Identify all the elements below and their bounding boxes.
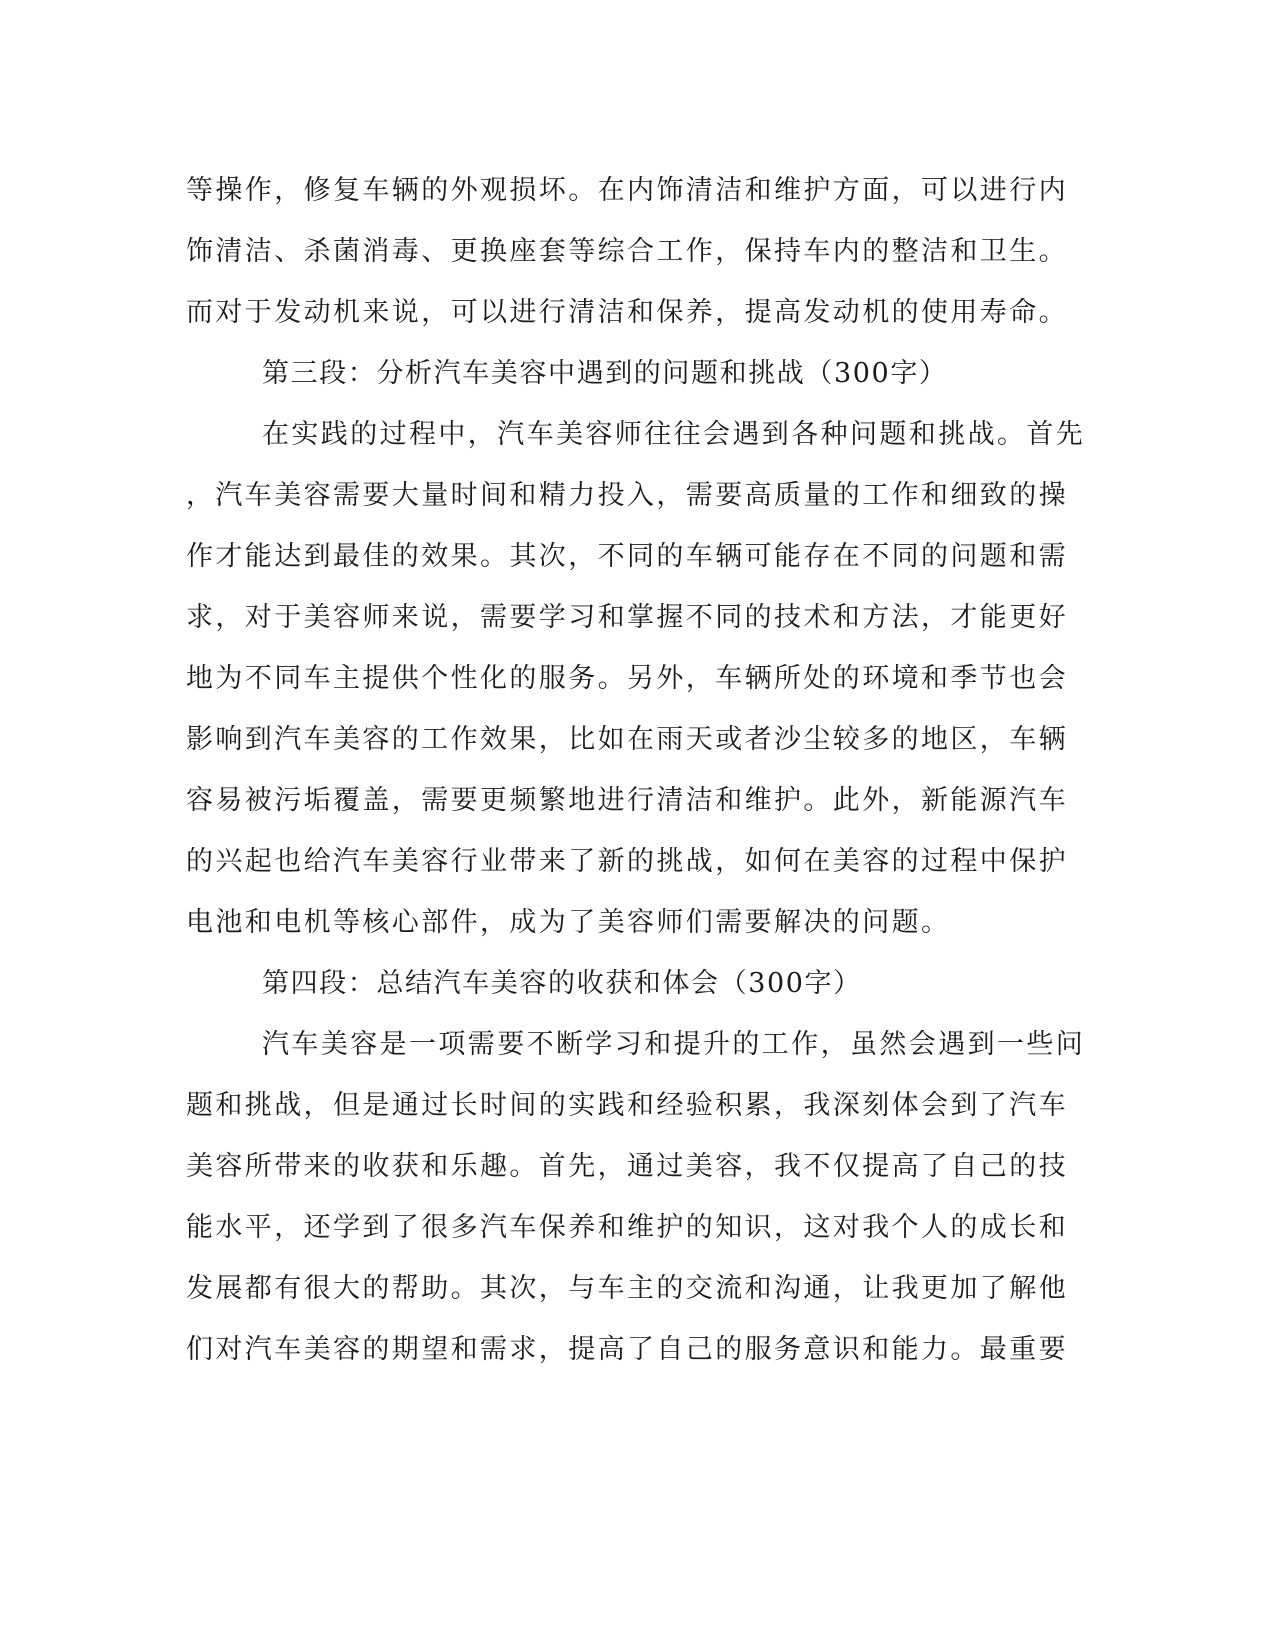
paragraph-start-line: 在实践的过程中，汽车美容师往往会遇到各种问题和挑战。首先 <box>262 419 1086 450</box>
body-line: 电池和电机等核心部件，成为了美容师们需要解决的问题。 <box>186 907 951 938</box>
body-line: 容易被污垢覆盖，需要更频繁地进行清洁和维护。此外，新能源汽车 <box>186 785 1068 816</box>
body-line: 而对于发动机来说，可以进行清洁和保养，提高发动机的使用寿命。 <box>186 297 1068 328</box>
body-line: 的兴起也给汽车美容行业带来了新的挑战，如何在美容的过程中保护 <box>186 846 1068 877</box>
body-line: 等操作，修复车辆的外观损坏。在内饰清洁和维护方面，可以进行内 <box>186 175 1068 206</box>
section-heading-3: 第三段：分析汽车美容中遇到的问题和挑战（300字） <box>262 358 948 389</box>
body-line: 饰清洁、杀菌消毒、更换座套等综合工作，保持车内的整洁和卫生。 <box>186 236 1068 267</box>
body-line: 作才能达到最佳的效果。其次，不同的车辆可能存在不同的问题和需 <box>186 541 1068 572</box>
body-line: 们对汽车美容的期望和需求，提高了自己的服务意识和能力。最重要 <box>186 1334 1068 1365</box>
body-line: 影响到汽车美容的工作效果，比如在雨天或者沙尘较多的地区，车辆 <box>186 724 1068 755</box>
body-line: 美容所带来的收获和乐趣。首先，通过美容，我不仅提高了自己的技 <box>186 1151 1068 1182</box>
body-line: 求，对于美容师来说，需要学习和掌握不同的技术和方法，才能更好 <box>186 602 1068 633</box>
paragraph-start-line: 汽车美容是一项需要不断学习和提升的工作，虽然会遇到一些问 <box>262 1029 1086 1060</box>
body-line: ，汽车美容需要大量时间和精力投入，需要高质量的工作和细致的操 <box>186 480 1068 511</box>
body-line: 题和挑战，但是通过长时间的实践和经验积累，我深刻体会到了汽车 <box>186 1090 1068 1121</box>
body-line: 能水平，还学到了很多汽车保养和维护的知识，这对我个人的成长和 <box>186 1212 1068 1243</box>
section-heading-4: 第四段：总结汽车美容的收获和体会（300字） <box>262 968 862 999</box>
body-line: 地为不同车主提供个性化的服务。另外，车辆所处的环境和季节也会 <box>186 663 1068 694</box>
body-line: 发展都有很大的帮助。其次，与车主的交流和沟通，让我更加了解他 <box>186 1273 1068 1304</box>
document-body <box>186 160 1086 1380</box>
